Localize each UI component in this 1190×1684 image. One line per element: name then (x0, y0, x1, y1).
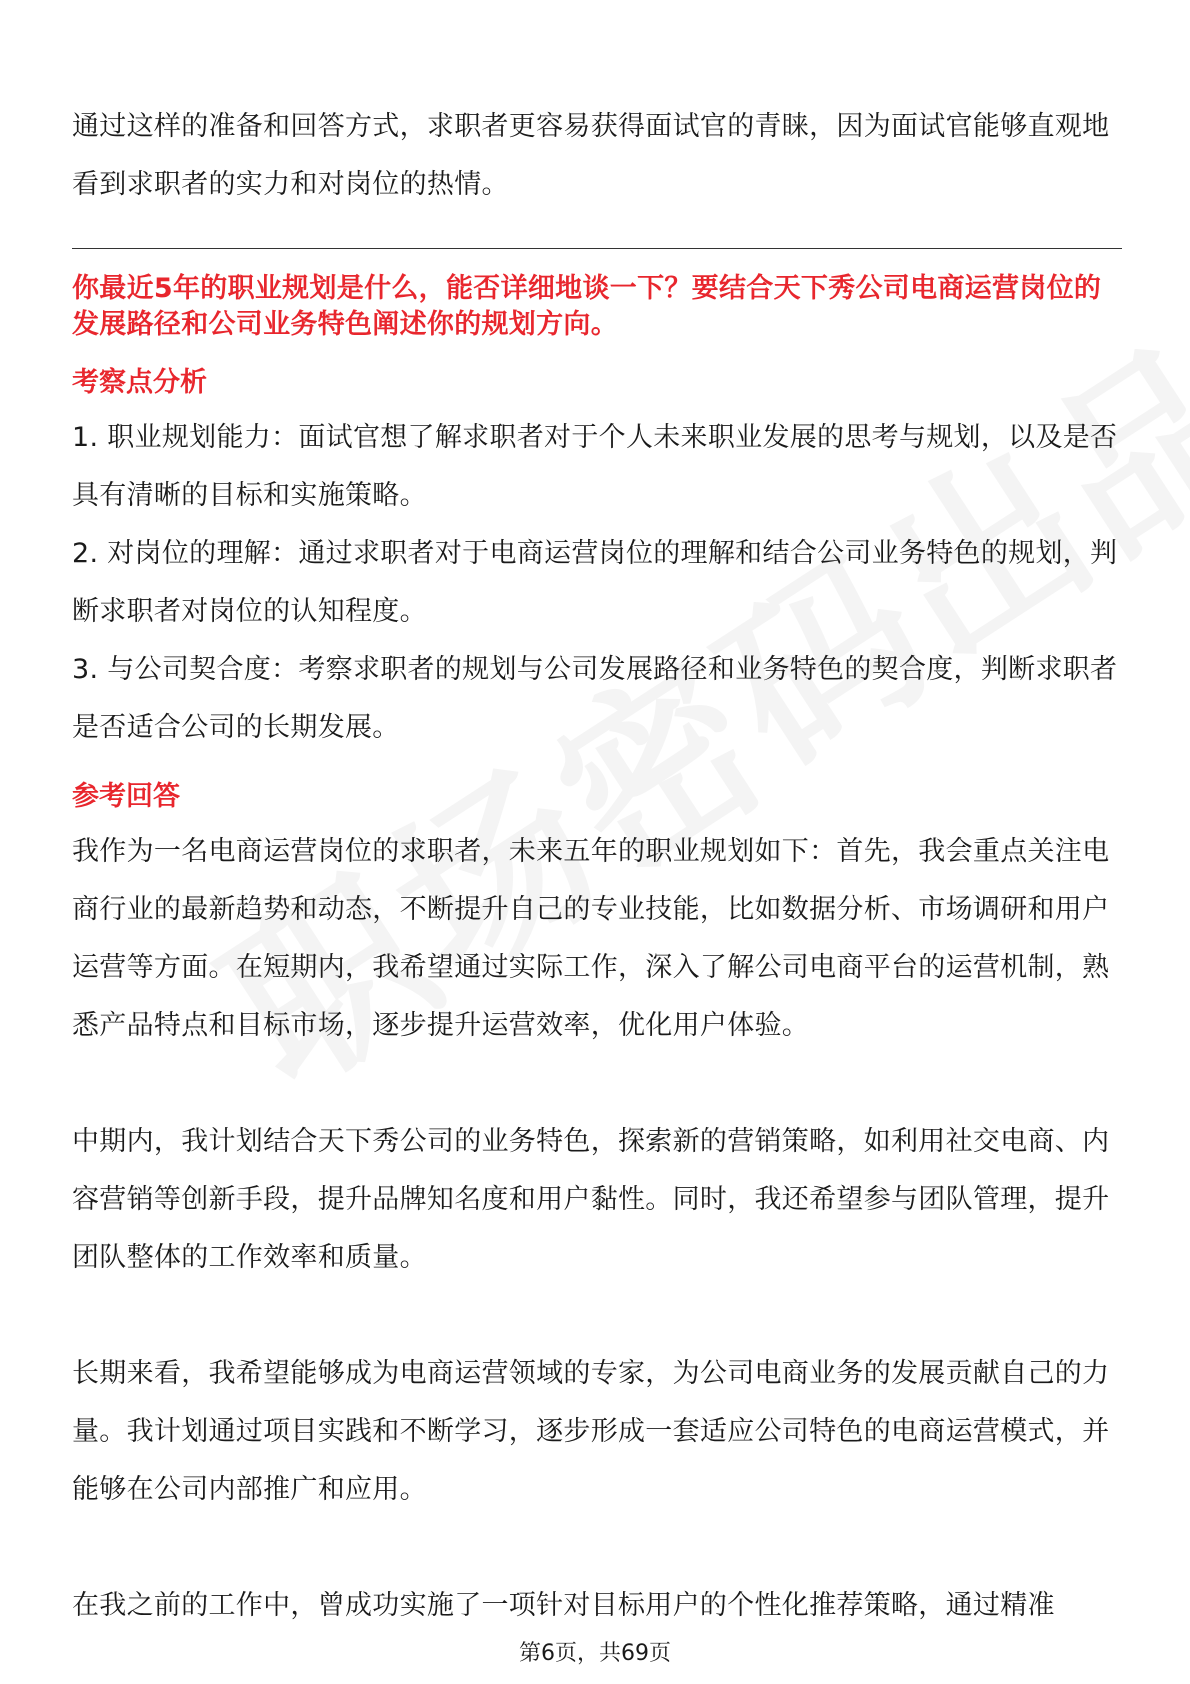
paragraph-gap (72, 1287, 1122, 1345)
paragraph-gap (72, 1519, 1122, 1577)
analysis-item-3: 3. 与公司契合度：考察求职者的规划与公司发展路径和业务特色的契合度，判断求职者是否适合公司的长期发展。 (72, 654, 1118, 743)
answer-paragraph-1: 我作为一名电商运营岗位的求职者，未来五年的职业规划如下：首先，我会重点关注电商行业的最新趋势和动态，不断提升自己的专业技能，比如数据分析、市场调研和用户运营等方面。在短期内，我希望通过实际工作，深入了解公司电商平台的运营机制，熟悉产品特点和目标市场，逐步提升运营效率，优化用户体验。 (72, 836, 1110, 1041)
paragraph-gap (72, 1055, 1122, 1113)
section-divider (72, 248, 1122, 249)
analysis-item-1: 1. 职业规划能力：面试官想了解求职者对于个人未来职业发展的思考与规划，以及是否具有清晰的目标和实施策略。 (72, 422, 1118, 511)
question-heading: 你最近5年的职业规划是什么，能否详细地谈一下？要结合天下秀公司电商运营岗位的发展路径和公司业务特色阐述你的规划方向。 (72, 273, 1102, 340)
answer-paragraph-3: 长期来看，我希望能够成为电商运营领域的专家，为公司电商业务的发展贡献自己的力量。我计划通过项目实践和不断学习，逐步形成一套适应公司特色的电商运营模式，并能够在公司内部推广和应用。 (72, 1358, 1110, 1505)
answer-paragraph-4: 在我之前的工作中，曾成功实施了一项针对目标用户的个性化推荐策略，通过精准 (72, 1590, 1055, 1621)
analysis-list (72, 409, 1122, 757)
answer-paragraph-2: 中期内，我计划结合天下秀公司的业务特色，探索新的营销策略，如利用社交电商、内容营销等创新手段，提升品牌知名度和用户黏性。同时，我还希望参与团队管理，提升团队整体的工作效率和质量。 (72, 1126, 1110, 1273)
analysis-item-2: 2. 对岗位的理解：通过求职者对于电商运营岗位的理解和结合公司业务特色的规划，判断求职者对岗位的认知程度。 (72, 538, 1118, 627)
answer-title: 参考回答 (72, 781, 180, 812)
analysis-title: 考察点分析 (72, 367, 207, 398)
page-number: 第6页，共69页 (519, 1641, 671, 1666)
document-page (72, 98, 1122, 1635)
intro-paragraph: 通过这样的准备和回答方式，求职者更容易获得面试官的青睐，因为面试官能够直观地看到求职者的实力和对岗位的热情。 (72, 111, 1110, 200)
